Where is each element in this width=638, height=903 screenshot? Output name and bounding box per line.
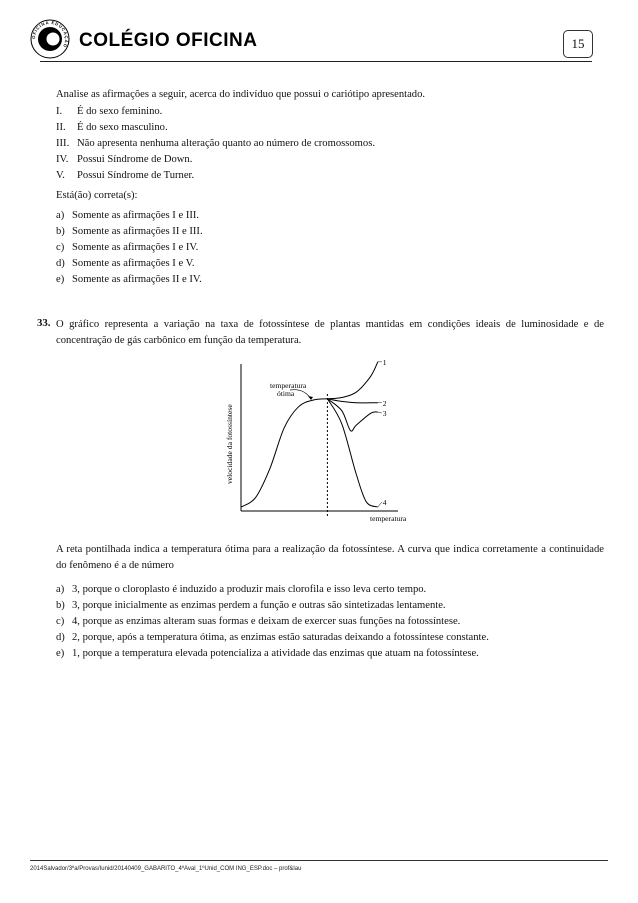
q32-prompt: Está(ão) correta(s): [56,190,138,201]
q33-option-b: b) 3, porque inicialmente as enzimas perdem a função e outras são sintetizadas lentamente. [56,600,446,611]
photosynthesis-chart [220,352,407,529]
curve-label-leader-3 [378,412,382,413]
q32-statement: IV. Possui Síndrome de Down. [56,154,193,165]
q33-question: A reta pontilhada indica a temperatura ótima para a realização da fotossíntese. A curva que indica corretamente a continuidade do fenômeno é a de número [56,544,604,571]
curve-label-2: 2 [382,398,387,408]
q33-option-e: e) 1, porque a temperatura elevada potencializa a atividade das enzimas que atuam na fotossíntese. [56,648,479,659]
brand-name: COLÉGIO OFICINA [79,30,258,51]
page-number: 15 [563,30,593,58]
footer-divider [30,860,608,861]
curve-base [241,399,327,507]
q32-statement: II. É do sexo masculino. [56,122,168,133]
q33-option-d: d) 2, porque, após a temperatura ótima, as enzimas estão saturadas deixando a fotossíntese constante. [56,632,489,643]
q33-statement: O gráfico representa a variação na taxa de fotossíntese de plantas mantidas em condições ideais de luminosidade e de concentração de gás carbônico em função da temperatura. [56,319,604,346]
logo-emblem [30,19,70,59]
q32-intro: Analise as afirmações a seguir, acerca do indivíduo que possui o cariótipo apresentado. [56,89,426,100]
curve-label-4: 4 [382,498,387,508]
x-axis-label: temperatura [370,514,407,523]
annotation-arrowhead [308,396,313,400]
q33-number: 33. [37,317,51,329]
q32-option-b: b) Somente as afirmações II e III. [56,226,203,237]
footer-file-path: 2014Salvador/3ºa/Provas/Iunid/20140409_GABARITO_4ºAval_1ºUnid_COM ING_ESP.doc – prof&lau [30,866,302,872]
curve-1 [327,362,377,399]
optimum-annotation-line-2: ótima [277,389,295,398]
q32-option-d: d) Somente as afirmações I e V. [56,258,195,269]
curve-label-1: 1 [382,357,387,367]
q32-statement: V. Possui Síndrome de Turner. [56,170,195,181]
curve-label-3: 3 [382,409,387,418]
header-divider [40,61,592,62]
q32-option-c: c) Somente as afirmações I e IV. [56,242,199,253]
curve-4 [327,399,377,507]
y-axis-label: velocidade da fotossíntese [225,404,234,484]
curve-3 [327,399,377,431]
curve-label-leader-4 [378,502,382,507]
q33-option-a: a) 3, porque o cloroplasto é induzido a produzir mais clorofila e isso leva certo tempo. [56,584,427,595]
q32-statement: III. Não apresenta nenhuma alteração quanto ao número de cromossomos. [56,138,375,149]
curve-2 [327,399,377,403]
q32-option-a: a) Somente as afirmações I e III. [56,210,200,221]
logo-ring-text: OFICINA EDUCAÇÃO [30,19,70,49]
q32-option-e: e) Somente as afirmações II e IV. [56,274,202,285]
optimum-annotation-line-1: temperatura [270,381,307,390]
q33-option-c: c) 4, porque as enzimas alteram suas formas e deixam de exercer suas funções na fotossíntese. [56,616,461,627]
q32-statement: I. É do sexo feminino. [56,106,163,117]
